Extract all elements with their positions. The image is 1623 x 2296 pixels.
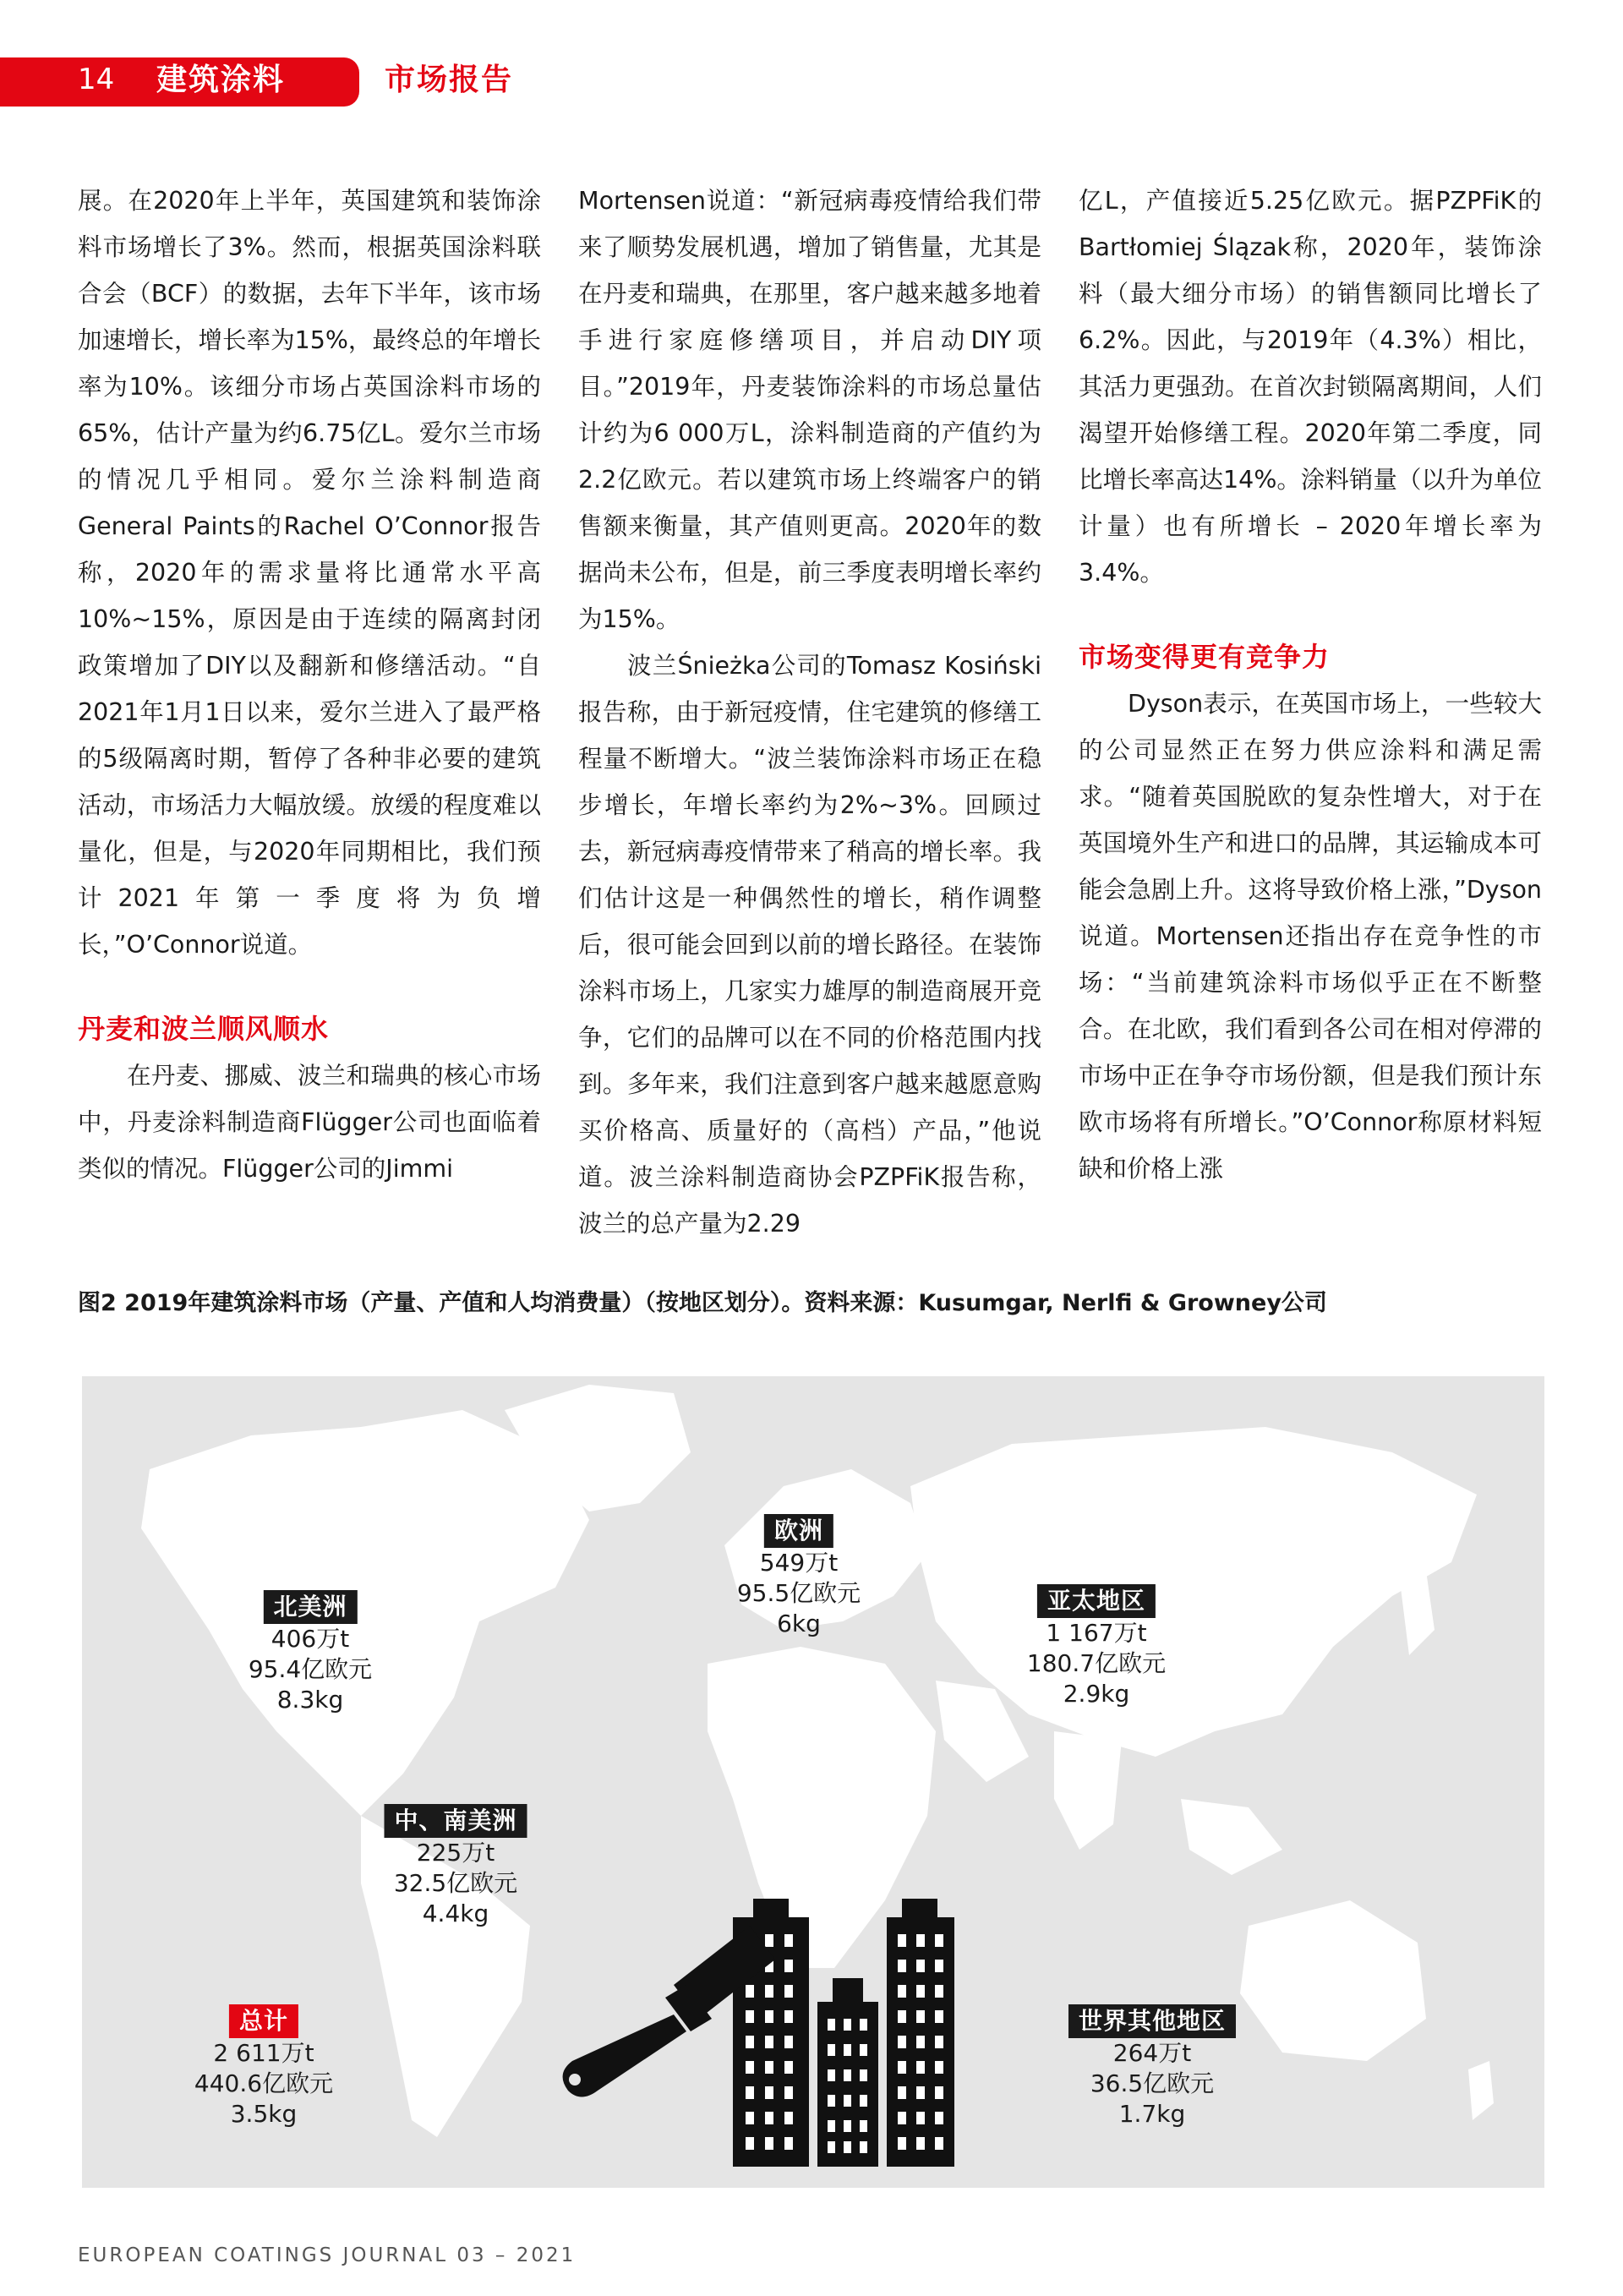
region-per-capita: 6kg [777, 1610, 821, 1637]
region-per-capita: 4.4kg [422, 1900, 489, 1927]
region-volume: 264万t [1112, 2039, 1192, 2067]
region-label: 世界其他地区 [1068, 2004, 1236, 2038]
text-column-2 [578, 178, 1041, 1247]
text-column-3 [1079, 178, 1542, 1192]
region-latin-america [384, 1804, 527, 1929]
region-value: 95.5亿欧元 [736, 1579, 861, 1607]
region-value: 32.5亿欧元 [393, 1869, 518, 1897]
paragraph: 波兰Śnieżka公司的Tomasz Kosiński报告称，由于新冠疫情，住宅建筑的修缮工程量不断增大。“波兰装饰涂料市场正在稳步增长，年增长率约为2%~3%。回顾过去，新冠病毒疫情带来了稍高的增长率。我们估计这是一种偶然性的增长，稍作调整后，很可能会回到以前的增长路径。在装饰涂料市场上，几家实力雄厚的制造商展开竞争，它们的品牌可以在不同的价格范围内找到。多年来，我们注意到客户越来越愿意购买价格高、质量好的（高档）产品，”他说道。波兰涂料制造商协会PZPFiK报告称，波兰的总产量为2.29 [578, 652, 1041, 1238]
region-per-capita: 3.5kg [230, 2100, 298, 2128]
region-label: 欧洲 [764, 1514, 833, 1548]
paragraph: Dyson表示，在英国市场上，一些较大的公司显然正在努力供应涂料和满足需求。“随着英国脱欧的复杂性增大，对于在英国境外生产和进口的品牌，其运输成本可能会急剧上升。这将导致价格上涨，”Dyson说道。Mortensen还指出存在竞争性的市场：“当前建筑涂料市场似乎正在不断整合。在北欧，我们看到各公司在相对停滞的市场中正在争夺市场份额，但是我们预计东欧市场将有所增长。”O’Connor称原材料短缺和价格上涨 [1079, 690, 1542, 1183]
region-volume: 2 611万t [213, 2039, 314, 2067]
region-label: 总计 [229, 2004, 298, 2038]
region-value: 180.7亿欧元 [1026, 1649, 1167, 1677]
region-europe [737, 1514, 861, 1639]
paragraph: 展。在2020年上半年，英国建筑和装饰涂料市场增长了3%。然而，根据英国涂料联合会（BCF）的数据，去年下半年，该市场加速增长，增长率为15%，最终总的年增长率为10%。该细分市场占英国涂料市场的65%，估计产量为约6.75亿L。爱尔兰市场的情况几乎相同。爱尔兰涂料制造商General Paints的Rachel O’Connor报告称，2020年的需求量将比通常水平高10%~15%，原因是由于连续的隔离封闭政策增加了DIY以及翻新和修缮活动。“自2021年1月1日以来，爱尔兰进入了最严格的5级隔离时期，暂停了各种非必要的建筑活动，市场活力大幅放缓。放缓的程度难以量化，但是，与2020年同期相比，我们预计2021年第一季度将为负增长，”O’Connor说道。 [78, 187, 541, 959]
region-asia-pacific [1027, 1584, 1166, 1709]
section-heading: 丹麦和波兰顺风顺水 [78, 1013, 330, 1045]
paragraph: 在丹麦、挪威、波兰和瑞典的核心市场中，丹麦涂料制造商Flügger公司也面临着类似的情况。Flügger公司的Jimmi [78, 1062, 541, 1183]
region-value: 95.4亿欧元 [248, 1655, 373, 1683]
page-number: 14 [78, 63, 115, 96]
region-volume: 225万t [416, 1839, 495, 1867]
region-volume: 406万t [270, 1625, 350, 1653]
region-per-capita: 2.9kg [1063, 1680, 1130, 1708]
world-map-figure [82, 1376, 1544, 2188]
region-label: 亚太地区 [1037, 1584, 1156, 1618]
region-value: 440.6亿欧元 [194, 2069, 334, 2097]
region-per-capita: 8.3kg [276, 1686, 344, 1714]
figure-caption: 图2 2019年建筑涂料市场（产量、产值和人均消费量）（按地区划分）。资料来源：Kusumgar, Nerlfi & Growney公司 [78, 1290, 1327, 1316]
region-value: 36.5亿欧元 [1090, 2069, 1215, 2097]
region-per-capita: 1.7kg [1118, 2100, 1186, 2128]
region-north-america [249, 1590, 372, 1715]
journal-footer: EUROPEAN COATINGS JOURNAL 03 – 2021 [78, 2244, 577, 2266]
paragraph: 亿L，产值接近5.25亿欧元。据PZPFiK的Bartłomiej Ślązak称，2020年，装饰涂料（最大细分市场）的销售额同比增长了6.2%。因此，与2019年（4.3%）相比，其活力更强劲。在首次封锁隔离期间，人们渴望开始修缮工程。2020年第二季度，同比增长率高达14%。涂料销量（以升为单位计量）也有所增长 – 2020年增长率为3.4%。 [1079, 187, 1542, 587]
paragraph: Mortensen说道：“新冠病毒疫情给我们带来了顺势发展机遇，增加了销售量，尤其是在丹麦和瑞典，在那里，客户越来越多地着手进行家庭修缮项目，并启动DIY项目。”2019年，丹麦装饰涂料的市场总量估计约为6 000万L，涂料制造商的产值约为2.2亿欧元。若以建筑市场上终端客户的销售额来衡量，其产值则更高。2020年的数据尚未公布，但是，前三季度表明增长率约为15%。 [578, 187, 1041, 633]
subsection-title: 市场报告 [385, 63, 514, 97]
text-column-1 [78, 178, 541, 1192]
region-label: 中、南美洲 [384, 1804, 527, 1838]
section-title: 建筑涂料 [156, 63, 286, 97]
region-rest-of-world [1068, 2004, 1236, 2129]
region-total [194, 2004, 333, 2129]
region-label: 北美洲 [263, 1590, 357, 1624]
region-volume: 549万t [759, 1549, 839, 1577]
section-heading: 市场变得更有竞争力 [1079, 641, 1331, 673]
region-volume: 1 167万t [1046, 1619, 1147, 1647]
